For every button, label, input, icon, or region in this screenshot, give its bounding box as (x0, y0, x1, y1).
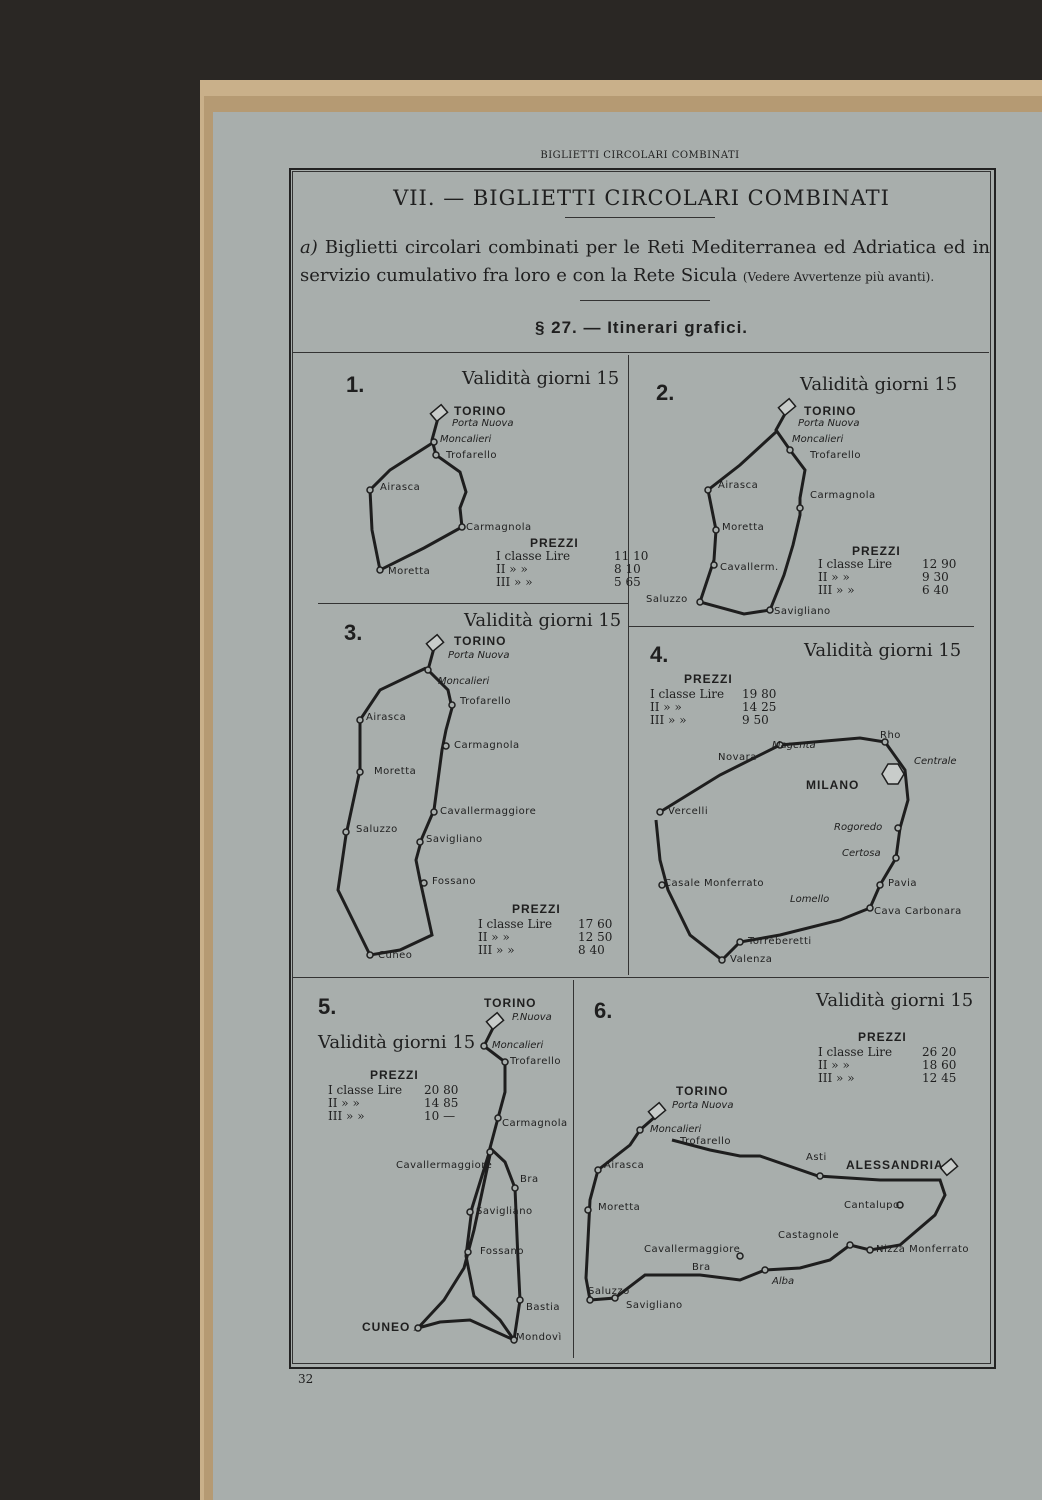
itinerary-4-prices-label: PREZZI (684, 672, 733, 686)
map3-moretta: Moretta (374, 766, 417, 777)
itinerary-4-class3-price: 9 50 (742, 713, 769, 727)
map2-carmagnola: Carmagnola (810, 490, 876, 501)
itinerary-2-prices-label: PREZZI (852, 544, 901, 558)
map6-asti: Asti (806, 1152, 827, 1163)
map4-lomello: Lomello (790, 894, 830, 905)
map6-saluzzo: Saluzzo (588, 1286, 630, 1297)
itinerary-2-validity: Validità giorni 15 (800, 374, 958, 395)
map2-savigliano: Savigliano (774, 606, 831, 617)
map1-moretta: Moretta (388, 566, 431, 577)
map4-pavia: Pavia (888, 878, 918, 889)
itinerary-3-class1-price: 17 60 (578, 917, 613, 931)
map3-torino: TORINO (454, 634, 507, 648)
itinerary-5-validity: Validità giorni 15 (318, 1032, 476, 1053)
route-5-line (418, 1026, 520, 1340)
map5-fossano: Fossano (480, 1246, 525, 1257)
map3-saluzzo: Saluzzo (356, 824, 398, 835)
section-title: § 27. — Itinerari grafici. (534, 318, 749, 337)
map6-moretta: Moretta (598, 1202, 641, 1213)
map3-moncalieri: Moncalieri (438, 676, 490, 687)
map4-certosa: Certosa (842, 848, 881, 859)
map3-savigliano: Savigliano (426, 834, 483, 845)
map1-torino: TORINO (454, 404, 507, 418)
map4-rho: Rho (880, 730, 901, 741)
map3-airasca: Airasca (366, 712, 407, 723)
map1-porta-nuova: Porta Nuova (452, 418, 514, 429)
itinerary-4-class1-label: I classe Lire (650, 687, 725, 701)
map6-torino: TORINO (676, 1084, 729, 1098)
map4-novara: Novara (718, 752, 757, 763)
itinerary-5-prices (328, 1084, 458, 1123)
itinerary-6-class1-price: 26 20 (922, 1045, 957, 1059)
map2-trofarello: Trofarello (810, 450, 862, 461)
itinerary-6-class2-label: II » » (818, 1058, 850, 1072)
map3-trofarello: Trofarello (460, 696, 512, 707)
itinerary-4-class2-label: II » » (650, 700, 682, 714)
map1-airasca: Airasca (380, 482, 421, 493)
itinerary-1-class2-label: II » » (496, 562, 528, 576)
itinerary-2-class2-price: 9 30 (922, 570, 949, 584)
map2-cavallerm: Cavallerm. (720, 562, 779, 573)
map5-bra: Bra (520, 1174, 539, 1185)
map6-moncalieri: Moncalieri (650, 1124, 702, 1135)
map3-cavallermaggiore: Cavallermaggiore (440, 806, 537, 817)
map6-trofarello: Trofarello (680, 1136, 732, 1147)
itinerary-6-class2-price: 18 60 (922, 1058, 957, 1072)
map5-carmagnola: Carmagnola (502, 1118, 568, 1129)
itinerary-4-class2-price: 14 25 (742, 700, 777, 714)
intro-marker: a) (300, 237, 318, 258)
itinerary-3-class1-label: I classe Lire (478, 917, 553, 931)
itinerary-1-class1-label: I classe Lire (496, 549, 571, 563)
itinerary-1-class2-price: 8 10 (614, 562, 641, 576)
itinerary-1-prices (496, 550, 648, 589)
itinerary-2-class3-label: III » » (818, 583, 855, 597)
map6-airasca: Airasca (604, 1160, 645, 1171)
intro-text: Biglietti circolari combinati per le Reti Mediterranea ed Adriatica ed in servizio cumulativo fra loro e con la Rete Sicula (300, 237, 990, 286)
itinerary-1-validity: Validità giorni 15 (462, 368, 620, 389)
map6-castagnole: Castagnole (778, 1230, 840, 1241)
map3-porta-nuova: Porta Nuova (448, 650, 510, 661)
map6-alessandria: ALESSANDRIA (846, 1158, 944, 1172)
itinerary-6-class1-label: I classe Lire (818, 1045, 893, 1059)
itinerary-3-prices (478, 918, 612, 957)
itinerary-4-class1-price: 19 80 (742, 687, 777, 701)
map3-cuneo: Cuneo (378, 950, 413, 961)
map6-savigliano: Savigliano (626, 1300, 683, 1311)
itinerary-6-class3-label: III » » (818, 1071, 855, 1085)
itinerary-3-class3-label: III » » (478, 943, 515, 957)
map6-cavallermaggiore: Cavallermaggiore (644, 1244, 741, 1255)
map6-alba: Alba (772, 1276, 795, 1287)
map2-torino: TORINO (804, 404, 857, 418)
itinerary-5-prices-label: PREZZI (370, 1068, 419, 1082)
route-3-line (338, 648, 452, 955)
map5-moncalieri: Moncalieri (492, 1040, 544, 1051)
map4-rogoredo: Rogoredo (834, 822, 883, 833)
itinerary-2-class1-label: I classe Lire (818, 557, 893, 571)
itinerary-4-class3-label: III » » (650, 713, 687, 727)
route-2-line (700, 412, 805, 614)
map2-moncalieri: Moncalieri (792, 434, 844, 445)
chapter-title: VII. — BIGLIETTI CIRCOLARI COMBINATI (393, 186, 890, 210)
itinerary-3-validity: Validità giorni 15 (464, 610, 622, 631)
map4-casale-monferrato: Casale Monferrato (664, 878, 765, 889)
map4-cava-carbonara: Cava Carbonara (874, 906, 962, 917)
itinerary-1-class3-price: 5 65 (614, 575, 641, 589)
map3-fossano: Fossano (432, 876, 477, 887)
itinerary-1-class3-label: III » » (496, 575, 533, 589)
itinerary-4-validity: Validità giorni 15 (804, 640, 962, 661)
itinerary-5-class3-label: III » » (328, 1109, 365, 1123)
map5-cuneo: CUNEO (362, 1320, 411, 1334)
map5-trofarello: Trofarello (510, 1056, 562, 1067)
map5-p-nuova: P.Nuova (512, 1012, 552, 1023)
map4-valenza: Valenza (730, 954, 773, 965)
itinerary-1-class1-price: 11 10 (614, 549, 649, 563)
itinerary-5-class2-price: 14 85 (424, 1096, 459, 1110)
running-head: BIGLIETTI CIRCOLARI COMBINATI (540, 150, 740, 161)
itinerary-2-prices (818, 558, 956, 597)
itinerary-1-number: 1. (346, 372, 365, 397)
map2-airasca: Airasca (718, 480, 759, 491)
map3-carmagnola: Carmagnola (454, 740, 520, 751)
map5-torino: TORINO (484, 996, 537, 1010)
map2-moretta: Moretta (722, 522, 765, 533)
map4-milano: MILANO (806, 778, 860, 792)
itinerary-3-class2-label: II » » (478, 930, 510, 944)
map6-porta-nuova: Porta Nuova (672, 1100, 734, 1111)
itinerary-3-class3-price: 8 40 (578, 943, 605, 957)
itinerary-5-number: 5. (318, 994, 337, 1019)
map5-bastia: Bastia (526, 1302, 561, 1313)
map5-savigliano: Savigliano (476, 1206, 533, 1217)
itinerary-5-class3-price: 10 — (424, 1109, 456, 1123)
itinerary-5-class1-label: I classe Lire (328, 1083, 403, 1097)
itinerary-3-number: 3. (344, 620, 363, 645)
itinerary-6-number: 6. (594, 998, 613, 1023)
map6-cantalupo: Cantalupo (844, 1200, 900, 1211)
itinerary-1-prices-label: PREZZI (530, 536, 579, 550)
itinerary-4-number: 4. (650, 642, 669, 667)
map1-trofarello: Trofarello (446, 450, 498, 461)
map1-moncalieri: Moncalieri (440, 434, 492, 445)
itinerary-2-class2-label: II » » (818, 570, 850, 584)
itinerary-3-class2-price: 12 50 (578, 930, 613, 944)
page-number: 32 (298, 1372, 314, 1386)
itinerary-6-prices (818, 1046, 956, 1085)
itinerary-5-class2-label: II » » (328, 1096, 360, 1110)
map4-magenta: Magenta (772, 740, 816, 751)
map5-mondovi: Mondovì (516, 1332, 562, 1343)
map5-cavallermaggiore: Cavallermaggiore (396, 1160, 493, 1171)
intro-note: (Vedere Avvertenze più avanti). (742, 270, 935, 284)
itinerary-4-prices (650, 688, 776, 727)
itinerary-6-validity: Validità giorni 15 (816, 990, 974, 1011)
map6-bra: Bra (692, 1262, 711, 1273)
map2-porta-nuova: Porta Nuova (798, 418, 860, 429)
map4-vercelli: Vercelli (668, 806, 709, 817)
map6-nizza-monferrato: Nizza Monferrato (876, 1244, 970, 1255)
map4-torreberetti: Torreberetti (748, 936, 812, 947)
map2-saluzzo: Saluzzo (646, 594, 688, 605)
map4-centrale: Centrale (914, 756, 957, 767)
map1-carmagnola: Carmagnola (466, 522, 532, 533)
itinerary-2-number: 2. (656, 380, 675, 405)
itinerary-2-class1-price: 12 90 (922, 557, 957, 571)
itinerary-6-prices-label: PREZZI (858, 1030, 907, 1044)
itinerary-3-prices-label: PREZZI (512, 902, 561, 916)
itinerary-6-class3-price: 12 45 (922, 1071, 957, 1085)
itinerary-2-class3-price: 6 40 (922, 583, 949, 597)
itinerary-5-class1-price: 20 80 (424, 1083, 459, 1097)
